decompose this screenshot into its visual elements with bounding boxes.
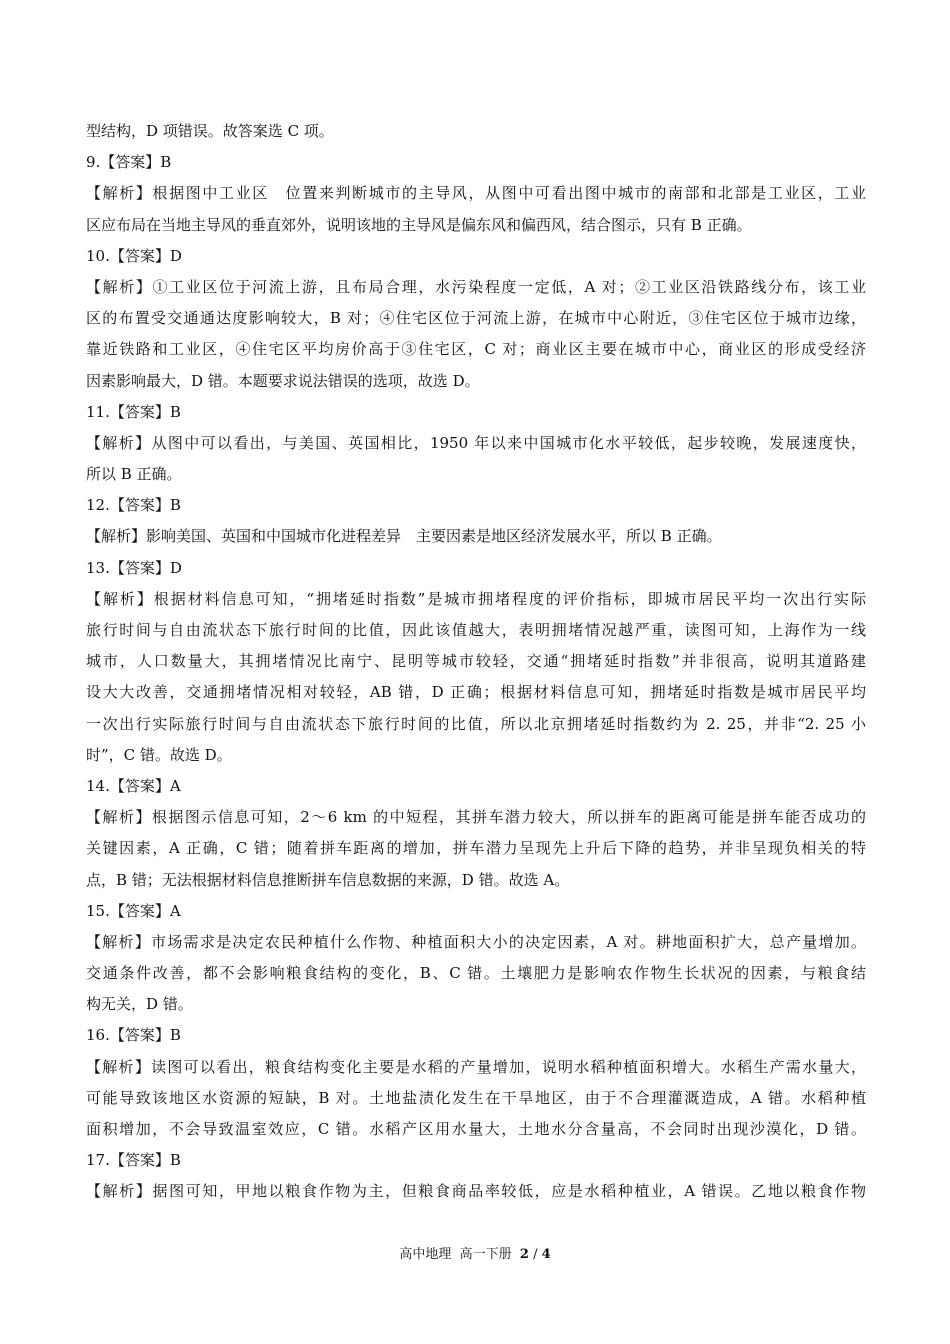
text-line: 交通条件改善，都不会影响粮食结构的变化，B、C 错。土壤肥力是影响农作物生长状况的因素，与粮食结 [86, 964, 866, 983]
text-line: 10.【答案】D [86, 246, 182, 265]
page-number-current: 2 [519, 1247, 529, 1262]
text-line: 13.【答案】D [86, 558, 182, 577]
text-line: 区应布局在当地主导风的垂直郊外，说明该地的主导风是偏东风和偏西风，结合图示，只有 B 正确。 [86, 215, 752, 234]
text-line: 11.【答案】B [86, 402, 181, 421]
text-line: 区的布置受交通通达度影响较大，B 对；④住宅区位于河流上游，在城市中心附近，③住宅区位于城市边缘， [86, 309, 866, 328]
text-line: 所以 B 正确。 [86, 465, 182, 484]
text-line: 9.【答案】B [86, 153, 172, 172]
text-line: 旅行时间与自由流状态下旅行时间的比值，因此该值越大，表明拥堵情况越严重，读图可知，上海作为一线 [86, 621, 866, 639]
text-line: 一次出行实际旅行时间与自由流状态下旅行时间的比值，所以北京拥堵延时指数约为 2. 25，并非“2. 25 小 [86, 714, 866, 733]
text-line: 可能导致该地区水资源的短缺，B 对。土地盐渍化发生在干旱地区，由于不合理灌溉造成，A 错。水稻种植 [86, 1088, 866, 1107]
page-number-total: 4 [541, 1247, 551, 1262]
text-line: 型结构，D 项错误。故答案选 C 项。 [86, 122, 334, 140]
text-line: 16.【答案】B [86, 1026, 181, 1045]
text-line: 构无关，D 错。 [86, 995, 193, 1014]
text-line: 面积增加，不会导致温室效应，C 错。水稻产区用水量大，土地水分含量高，不会同时出现沙漠化，D 错。 [86, 1120, 866, 1138]
answer-explanations [86, 116, 866, 1208]
text-line: 因素影响最大，D 错。本题要求说法错误的选项，故选 D。 [86, 371, 480, 390]
text-line: 【解析】根据图中工业区 位置来判断城市的主导风，从图中可看出图中城市的南部和北部是工业区，工业 [86, 184, 866, 203]
text-line: 【解析】据图可知，甲地以粮食作物为主，但粮食商品率较低，应是水稻种植业，A 错误。乙地以粮食作物 [86, 1182, 866, 1201]
text-line: 时”，C 错。故选 D。 [86, 745, 232, 764]
text-line: 17.【答案】B [86, 1151, 181, 1170]
text-line: 城市，人口数量大，其拥堵情况比南宁、昆明等城市较轻，交通“拥堵延时指数”并非很高，说明其道路建 [86, 652, 866, 671]
text-line: 关键因素，A 正确，C 错；随着拼车距离的增加，拼车潜力呈现先上升后下降的趋势，并非呈现负相关的特 [86, 839, 866, 858]
text-line: 12.【答案】B [86, 496, 181, 515]
text-line: 14.【答案】A [86, 776, 181, 795]
text-line: 15.【答案】A [86, 901, 181, 920]
footer-grade: 高一下册 [459, 1247, 512, 1262]
text-line: 【解析】从图中可以看出，与美国、英国相比，1950 年以来中国城市化水平较低，起步较晚，发展速度快， [86, 433, 866, 452]
page-number-separator: / [533, 1247, 538, 1262]
text-line: 【解析】根据图示信息可知，2～6 km 的中短程，其拼车潜力较大，所以拼车的距离可能是拼车能否成功的 [86, 808, 866, 827]
text-line: 靠近铁路和工业区，④住宅区平均房价高于③住宅区，C 对；商业区主要在城市中心，商业区的形成受经济 [86, 340, 866, 359]
text-line: 【解析】市场需求是决定农民种植什么作物、种植面积大小的决定因素，A 对。耕地面积扩大，总产量增加。 [86, 932, 866, 951]
text-line: 【解析】①工业区位于河流上游，且布局合理，水污染程度一定低，A 对；②工业区沿铁路线分布，该工业 [86, 277, 866, 296]
text-line: 设大大改善，交通拥堵情况相对较轻，AB 错，D 正确；根据材料信息可知，拥堵延时指数是城市居民平均 [86, 683, 866, 702]
footer-subject: 高中地理 [399, 1247, 452, 1262]
page-footer [0, 1243, 950, 1262]
text-line: 【解析】读图可以看出，粮食结构变化主要是水稻的产量增加，说明水稻种植面积增大。水稻生产需水量大， [86, 1057, 866, 1076]
text-line: 【解析】影响美国、英国和中国城市化进程差异 主要因素是地区经济发展水平，所以 B 正确。 [86, 527, 722, 546]
text-line: 【解析】根据材料信息可知，“拥堵延时指数”是城市拥堵程度的评价指标，即城市居民平均一次出行实际 [86, 589, 866, 608]
text-line: 点，B 错；无法根据材料信息推断拼车信息数据的来源，D 错。故选 A。 [86, 870, 570, 889]
